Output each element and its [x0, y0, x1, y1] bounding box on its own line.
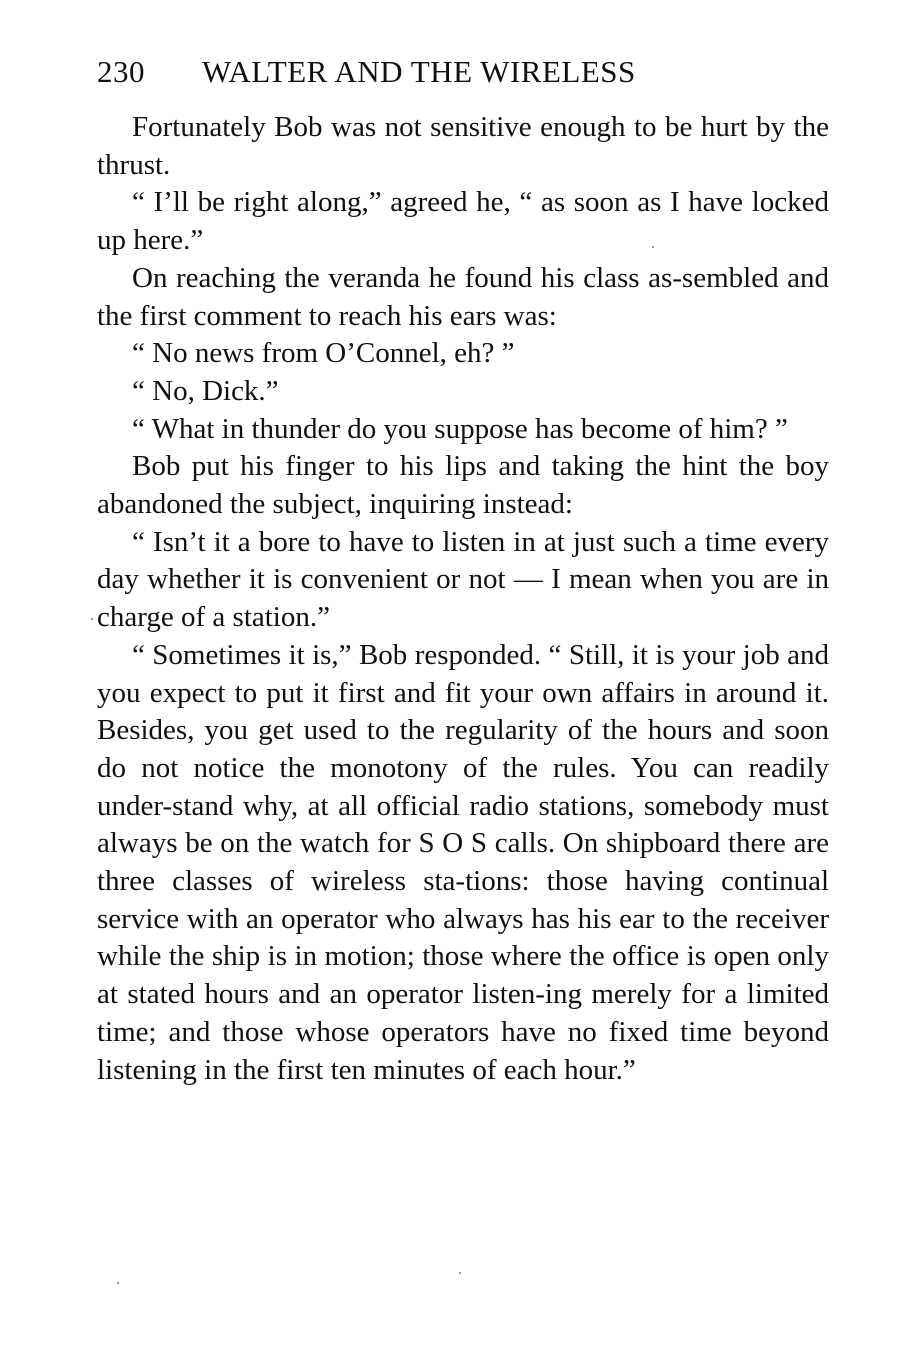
paragraph: “ What in thunder do you suppose has become of him? ” [132, 412, 788, 445]
paragraph: “ I’ll be right along,” agreed he, “ as soon as I have locked up here.” [97, 186, 829, 257]
paragraph: Fortunately Bob was not sensitive enough to be hurt by the thrust. [97, 111, 829, 181]
paragraph: “ No, Dick.” [132, 374, 279, 407]
paper-speck [459, 1272, 461, 1274]
paragraph: “ Isn’t it a bore to have to listen in at just such a time every day whether it is convenient or not — I mean when you are in charge of a station.” [97, 525, 829, 634]
running-title: WALTER AND THE WIRELESS [202, 54, 636, 89]
page-body [97, 109, 829, 1089]
running-header [97, 52, 837, 92]
paragraph: Bob put his finger to his lips and taking the hint the boy abandoned the subject, inquiring instead: [97, 450, 829, 521]
paragraph: On reaching the veranda he found his class as-sembled and the first comment to reach his ears was: [97, 261, 829, 332]
paragraph: “ Sometimes it is,” Bob responded. “ Still, it is your job and you expect to put it first and fit your own affairs in around it. Besides, you get used to the regularity of the hours and soon do not notice the monotony of the rules. You can readily under-stand why, at all official radio stations, somebody must always be on the watch for S O S calls. On shipboard there are three classes of wireless sta-tions: those having continual service with an operator who always has his ear to the receiver while the ship is in motion; those where the office is open only at stated hours and an operator listen-ing merely for a limited time; and those whose operators have no fixed time beyond listening in the first ten minutes of each hour.” [97, 638, 829, 1086]
paragraph: “ No news from O’Connel, eh? ” [132, 337, 515, 370]
paper-speck [117, 1282, 119, 1284]
paper-speck [91, 618, 93, 620]
page-number: 230 [97, 54, 145, 89]
paper-speck [652, 246, 654, 248]
